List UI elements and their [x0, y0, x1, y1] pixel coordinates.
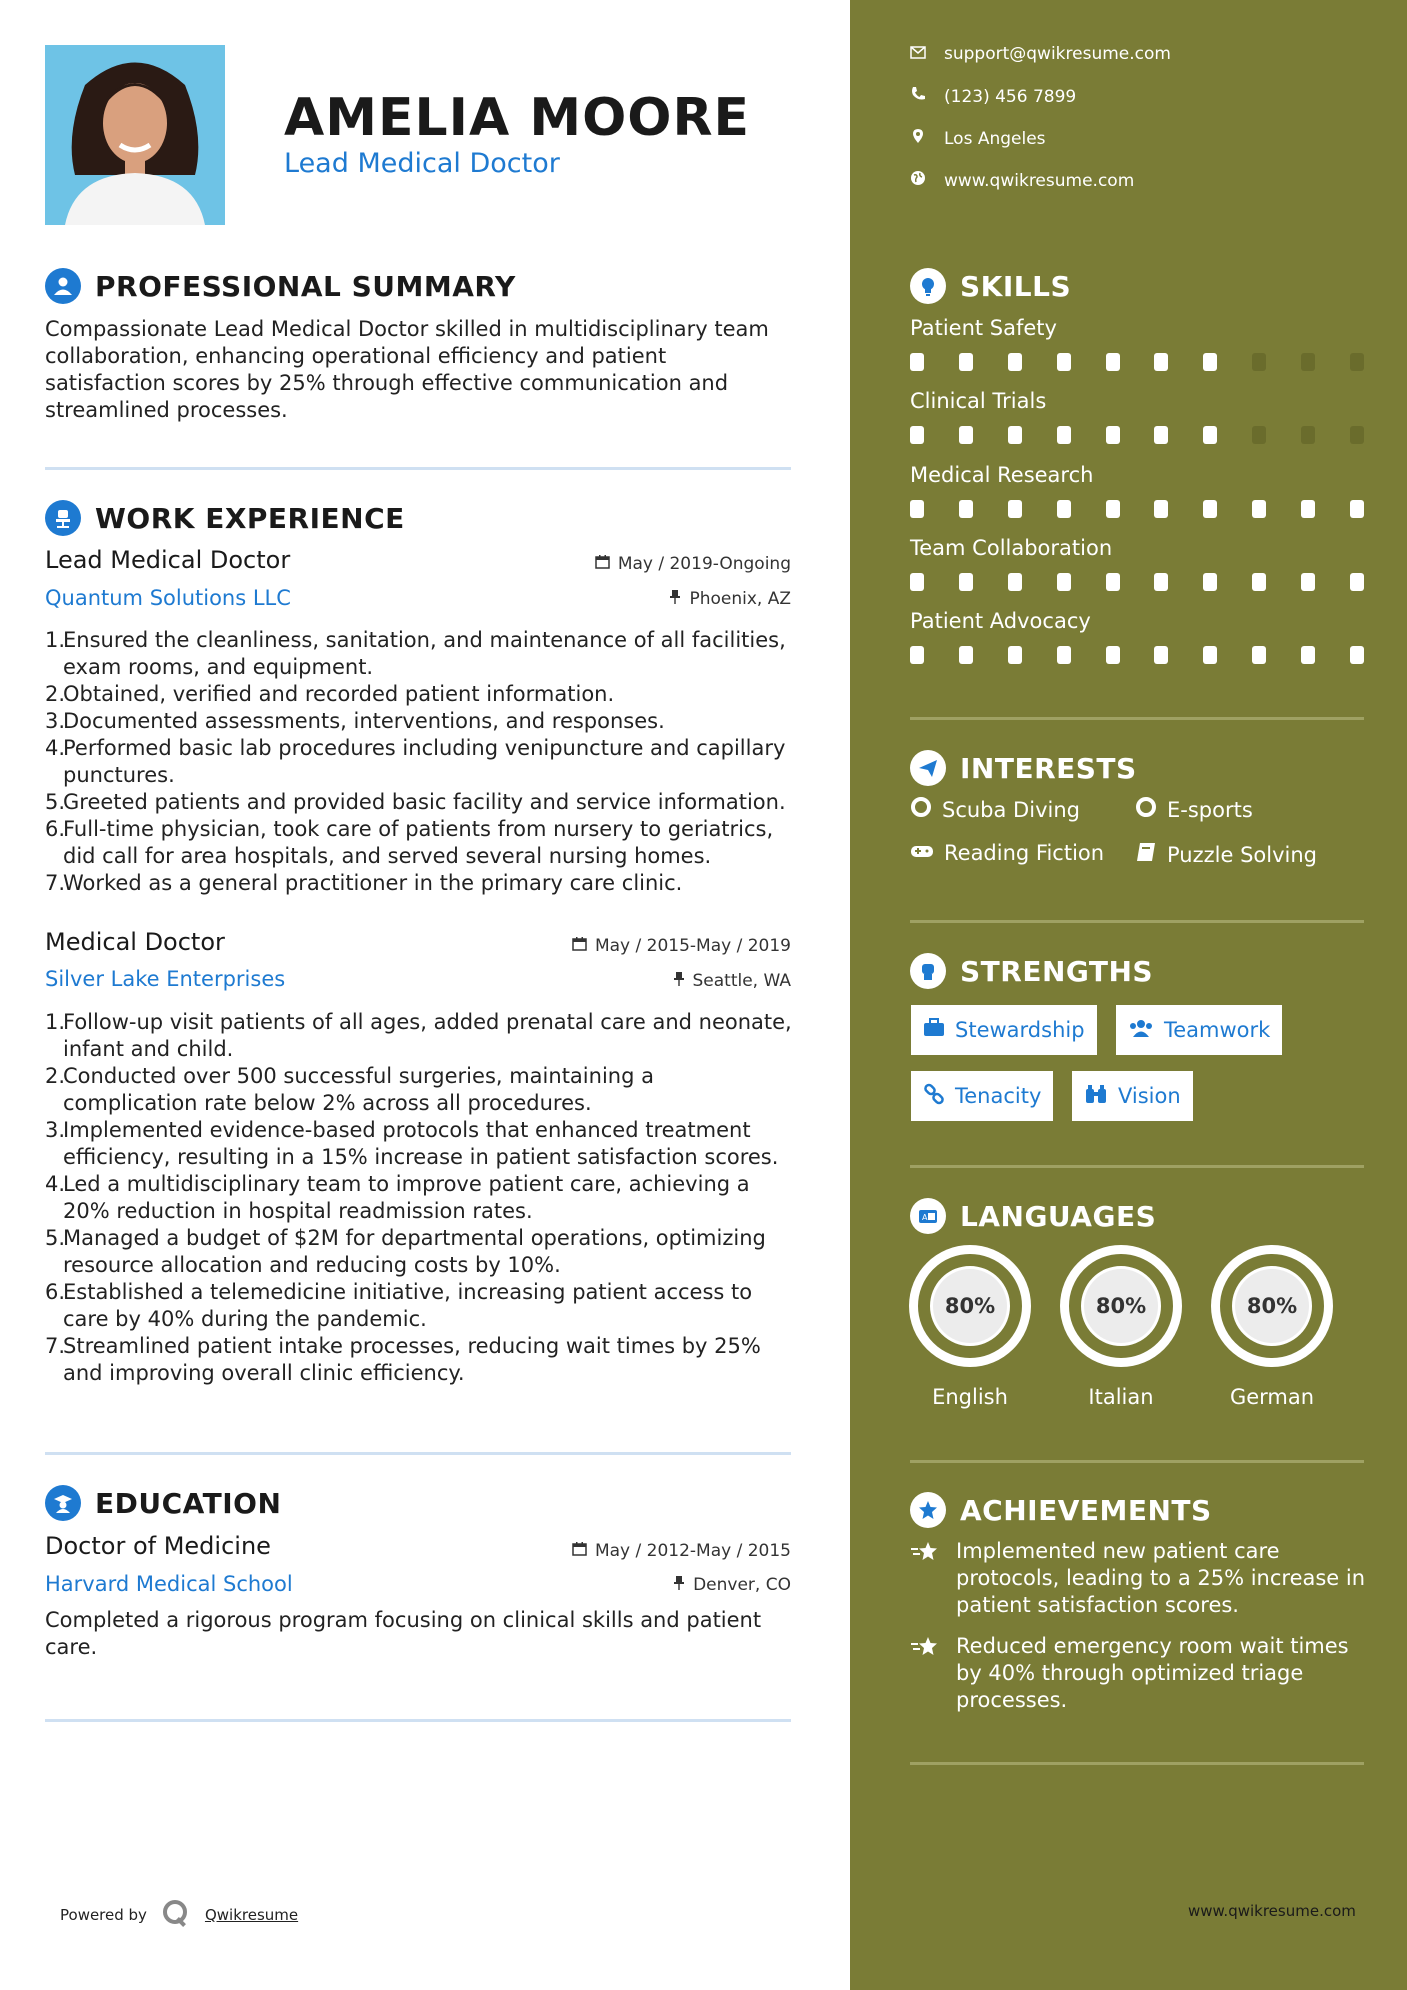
- email-text: support@qwikresume.com: [944, 44, 1171, 64]
- skill-dot: [1154, 573, 1168, 591]
- footer-url[interactable]: www.qwikresume.com: [1188, 1902, 1356, 1920]
- achievement-item: [910, 1538, 1370, 1619]
- language-ring: [1211, 1245, 1333, 1367]
- skill-dot: [1350, 646, 1364, 664]
- phone-text: (123) 456 7899: [944, 86, 1077, 107]
- translate-icon: [910, 1198, 946, 1234]
- gamepad-icon: [910, 841, 934, 865]
- skill-dot: [1008, 500, 1022, 518]
- calendar-icon: [595, 554, 610, 574]
- skill-dot: [1252, 500, 1266, 518]
- education-text: Completed a rigorous program focusing on clinical skills and patient care.: [45, 1608, 762, 1659]
- language-percent: 80%: [1084, 1269, 1158, 1343]
- strength-tag: [1116, 1005, 1282, 1055]
- skill-dot: [1008, 646, 1022, 664]
- skill-dot: [1350, 500, 1364, 518]
- qwikresume-link[interactable]: Qwikresume: [204, 1906, 299, 1924]
- star-badge-icon: [910, 1492, 946, 1528]
- envelope-icon: [910, 44, 926, 64]
- interest-item: [910, 796, 1080, 823]
- pin-icon: [673, 1575, 685, 1595]
- skill-dot: [910, 426, 924, 444]
- phone-icon: [910, 86, 926, 107]
- education-location: [673, 1575, 791, 1595]
- office-chair-icon: [45, 500, 81, 536]
- strength-label: Vision: [1118, 1084, 1181, 1108]
- skill-name: Patient Advocacy: [910, 609, 1091, 633]
- divider: [910, 1460, 1364, 1463]
- contact-website[interactable]: [910, 170, 1134, 191]
- strength-tag: [911, 1005, 1097, 1055]
- job-location: [669, 589, 791, 609]
- language-item: [1060, 1245, 1182, 1409]
- pin-icon: [669, 589, 681, 609]
- star-icon: [910, 1540, 942, 1619]
- experience-heading: [45, 500, 405, 536]
- company-name: Silver Lake Enterprises: [45, 967, 286, 991]
- list-item: 5. Managed a budget of $2M for departmental operations, optimizing resource allocation and reducing costs by 10%.: [45, 1226, 766, 1277]
- graduate-icon: [45, 1485, 81, 1521]
- skill-dot: [1252, 353, 1266, 371]
- interest-item: [1135, 841, 1317, 868]
- achievement-text: Reduced emergency room wait times by 40% through optimized triage processes.: [956, 1634, 1349, 1712]
- skill-dot: [959, 426, 973, 444]
- list-item: 3. Documented assessments, interventions, and responses.: [45, 709, 665, 733]
- education-heading: [45, 1485, 281, 1521]
- skill-dot: [1350, 353, 1364, 371]
- languages-title: LANGUAGES: [960, 1199, 1157, 1233]
- interest-label: Reading Fiction: [944, 841, 1105, 865]
- list-item: 4. Led a multidisciplinary team to improve patient care, achieving a 20% reduction in hospital readmission rates.: [45, 1172, 750, 1223]
- skill-dot: [1008, 573, 1022, 591]
- skill-level-dots: [910, 353, 1364, 371]
- achievements-heading: [910, 1492, 1212, 1528]
- interest-label: Puzzle Solving: [1167, 842, 1317, 867]
- skill-level-dots: [910, 426, 1364, 444]
- language-name: English: [932, 1385, 1008, 1409]
- divider: [910, 717, 1364, 720]
- powered-by-label: Powered by: [60, 1906, 147, 1924]
- divider: [910, 1165, 1364, 1168]
- job-location: [673, 971, 792, 991]
- skill-dot: [1106, 353, 1120, 371]
- skill-dot: [1203, 426, 1217, 444]
- skill-dot: [1203, 646, 1217, 664]
- skill-dot: [959, 646, 973, 664]
- divider: [910, 920, 1364, 923]
- skill-dot: [1252, 646, 1266, 664]
- fist-icon: [910, 953, 946, 989]
- experience-title: WORK EXPERIENCE: [95, 501, 405, 535]
- list-item: 7. Worked as a general practitioner in the primary care clinic.: [45, 871, 683, 895]
- strength-tag: [1072, 1071, 1193, 1121]
- achievement-text: Implemented new patient care protocols, leading to a 25% increase in patient satisfaction scores.: [956, 1539, 1366, 1617]
- language-percent: 80%: [1235, 1269, 1309, 1343]
- strength-label: Stewardship: [955, 1018, 1085, 1042]
- education-title: EDUCATION: [95, 1486, 282, 1520]
- language-ring: [1060, 1245, 1182, 1367]
- profile-photo: [45, 45, 225, 225]
- job-location-text: Phoenix, AZ: [689, 589, 791, 609]
- list-item: 2. Obtained, verified and recorded patient information.: [45, 682, 615, 706]
- lifebuoy-icon: [910, 796, 932, 823]
- interest-item: [910, 841, 1104, 865]
- location-text: Los Angeles: [944, 128, 1046, 149]
- skill-dot: [910, 500, 924, 518]
- skill-dot: [1203, 353, 1217, 371]
- candidate-name: AMELIA MOORE: [284, 88, 751, 148]
- language-ring: [909, 1245, 1031, 1367]
- contact-phone[interactable]: [910, 86, 1076, 107]
- skill-dot: [959, 500, 973, 518]
- interest-label: Scuba Diving: [942, 797, 1080, 822]
- skill-dot: [1252, 426, 1266, 444]
- interest-item: [1135, 796, 1253, 823]
- skill-dot: [1301, 646, 1315, 664]
- achievement-item: [910, 1633, 1370, 1714]
- skill-level-dots: [910, 573, 1364, 591]
- users-icon: [1128, 1018, 1154, 1043]
- skill-dot: [1057, 573, 1071, 591]
- skill-name: Patient Safety: [910, 316, 1057, 340]
- paper-plane-icon: [910, 750, 946, 786]
- divider: [45, 1452, 791, 1455]
- powered-by: [60, 1898, 298, 1932]
- interest-label: E-sports: [1167, 797, 1253, 822]
- degree-title: Doctor of Medicine: [45, 1532, 271, 1560]
- skill-name: Team Collaboration: [910, 536, 1113, 560]
- job-dates: [572, 936, 791, 956]
- list-item: 6. Full-time physician, took care of patients from nursery to geriatrics, did call for area hospitals, and served several nursing homes.: [45, 817, 774, 868]
- school-name: Harvard Medical School: [45, 1572, 293, 1596]
- skill-level-dots: [910, 500, 1364, 518]
- skill-dot: [1008, 426, 1022, 444]
- education-dates-text: May / 2012-May / 2015: [594, 1541, 791, 1561]
- summary-title: PROFESSIONAL SUMMARY: [95, 269, 516, 303]
- skill-dot: [910, 573, 924, 591]
- skills-title: SKILLS: [960, 269, 1072, 303]
- list-item: 1. Ensured the cleanliness, sanitation, and maintenance of all facilities, exam rooms, and equipment.: [45, 628, 786, 679]
- skill-dot: [1057, 426, 1071, 444]
- skill-dot: [1154, 353, 1168, 371]
- skill-dot: [1301, 353, 1315, 371]
- interests-title: INTERESTS: [960, 751, 1137, 785]
- pin-icon: [673, 971, 685, 991]
- skill-dot: [959, 353, 973, 371]
- skill-dot: [1154, 646, 1168, 664]
- website-text: www.qwikresume.com: [944, 170, 1135, 191]
- list-item: 2. Conducted over 500 successful surgeries, maintaining a complication rate below 2% across all procedures.: [45, 1064, 654, 1115]
- job-dates-text: May / 2015-May / 2019: [594, 936, 791, 956]
- skill-dot: [1203, 573, 1217, 591]
- skill-dot: [1203, 500, 1217, 518]
- binoculars-icon: [1084, 1084, 1108, 1109]
- calendar-icon: [572, 936, 587, 956]
- user-icon: [45, 268, 81, 304]
- skill-dot: [1301, 500, 1315, 518]
- job-dates-text: May / 2019-Ongoing: [617, 554, 791, 574]
- skill-dot: [1008, 353, 1022, 371]
- language-name: German: [1229, 1385, 1315, 1409]
- language-item: [909, 1245, 1031, 1409]
- education-dates: [572, 1541, 791, 1561]
- skill-name: Clinical Trials: [910, 389, 1047, 413]
- strengths-title: STRENGTHS: [960, 954, 1154, 988]
- education-location-text: Denver, CO: [693, 1575, 791, 1595]
- calendar-icon: [572, 1541, 587, 1561]
- lifebuoy-icon: [1135, 796, 1157, 823]
- strength-label: Teamwork: [1164, 1018, 1271, 1042]
- list-item: 1. Follow-up visit patients of all ages, added prenatal care and neonate, infant and child.: [45, 1010, 792, 1061]
- interests-heading: [910, 750, 1137, 786]
- duty-list: [45, 1009, 795, 1387]
- divider: [45, 1719, 791, 1722]
- job-title: Medical Doctor: [45, 928, 225, 956]
- language-name: Italian: [1088, 1385, 1154, 1409]
- list-item: 5. Greeted patients and provided basic facility and service information.: [45, 790, 786, 814]
- skill-level-dots: [910, 646, 1364, 664]
- globe-icon: [910, 170, 926, 191]
- skill-dot: [1350, 426, 1364, 444]
- skill-dot: [1057, 500, 1071, 518]
- skill-dot: [1350, 573, 1364, 591]
- skill-name: Medical Research: [910, 463, 1094, 487]
- language-item: [1211, 1245, 1333, 1409]
- map-pin-icon: [910, 128, 926, 149]
- divider: [45, 467, 791, 470]
- sidebar: [850, 0, 1407, 1990]
- job-dates: [595, 554, 791, 574]
- strength-tag: [911, 1071, 1053, 1121]
- summary-heading: [45, 268, 516, 304]
- skill-dot: [1154, 426, 1168, 444]
- svg-text:A: A: [922, 1213, 928, 1222]
- job-title: Lead Medical Doctor: [45, 546, 291, 574]
- skill-dot: [1301, 573, 1315, 591]
- summary-text: Compassionate Lead Medical Doctor skilled in multidisciplinary team collaboration, enhancing operational efficiency and patient satisfaction scores by 25% through effective communication and streamlined processes.: [45, 317, 769, 422]
- contact-email[interactable]: [910, 44, 1171, 64]
- achievements-title: ACHIEVEMENTS: [960, 1493, 1212, 1527]
- skill-dot: [1301, 426, 1315, 444]
- list-item: 6. Established a telemedicine initiative, increasing patient access to care by 40% during the pandemic.: [45, 1280, 753, 1331]
- contact-location: [910, 128, 1046, 149]
- skills-heading: [910, 268, 1071, 304]
- skill-dot: [1252, 573, 1266, 591]
- skill-dot: [1057, 353, 1071, 371]
- book-icon: [1135, 841, 1157, 868]
- briefcase-icon: [923, 1018, 945, 1043]
- skill-dot: [910, 353, 924, 371]
- qwikresume-logo-icon: [161, 1898, 191, 1932]
- divider: [910, 1762, 1364, 1765]
- lightbulb-icon: [910, 268, 946, 304]
- skill-dot: [1106, 426, 1120, 444]
- link-icon: [923, 1083, 945, 1110]
- job-location-text: Seattle, WA: [692, 971, 791, 991]
- star-icon: [910, 1635, 942, 1714]
- list-item: 3. Implemented evidence-based protocols that enhanced treatment efficiency, resulting in a 15% increase in patient satisfaction scores.: [45, 1118, 779, 1169]
- skill-dot: [1106, 573, 1120, 591]
- candidate-title: Lead Medical Doctor: [284, 148, 560, 179]
- skill-dot: [1106, 646, 1120, 664]
- strengths-heading: [910, 953, 1153, 989]
- skill-dot: [1106, 500, 1120, 518]
- list-item: 7. Streamlined patient intake processes, reducing wait times by 25% and improving overall clinic efficiency.: [45, 1334, 761, 1385]
- languages-heading: [910, 1198, 1156, 1234]
- skill-dot: [910, 646, 924, 664]
- skill-dot: [1057, 646, 1071, 664]
- skill-dot: [959, 573, 973, 591]
- duty-list: [45, 627, 795, 897]
- language-percent: 80%: [933, 1269, 1007, 1343]
- skill-dot: [1154, 500, 1168, 518]
- strength-label: Tenacity: [955, 1084, 1042, 1108]
- company-name: Quantum Solutions LLC: [45, 586, 291, 610]
- list-item: 4. Performed basic lab procedures including venipuncture and capillary punctures.: [45, 736, 786, 787]
